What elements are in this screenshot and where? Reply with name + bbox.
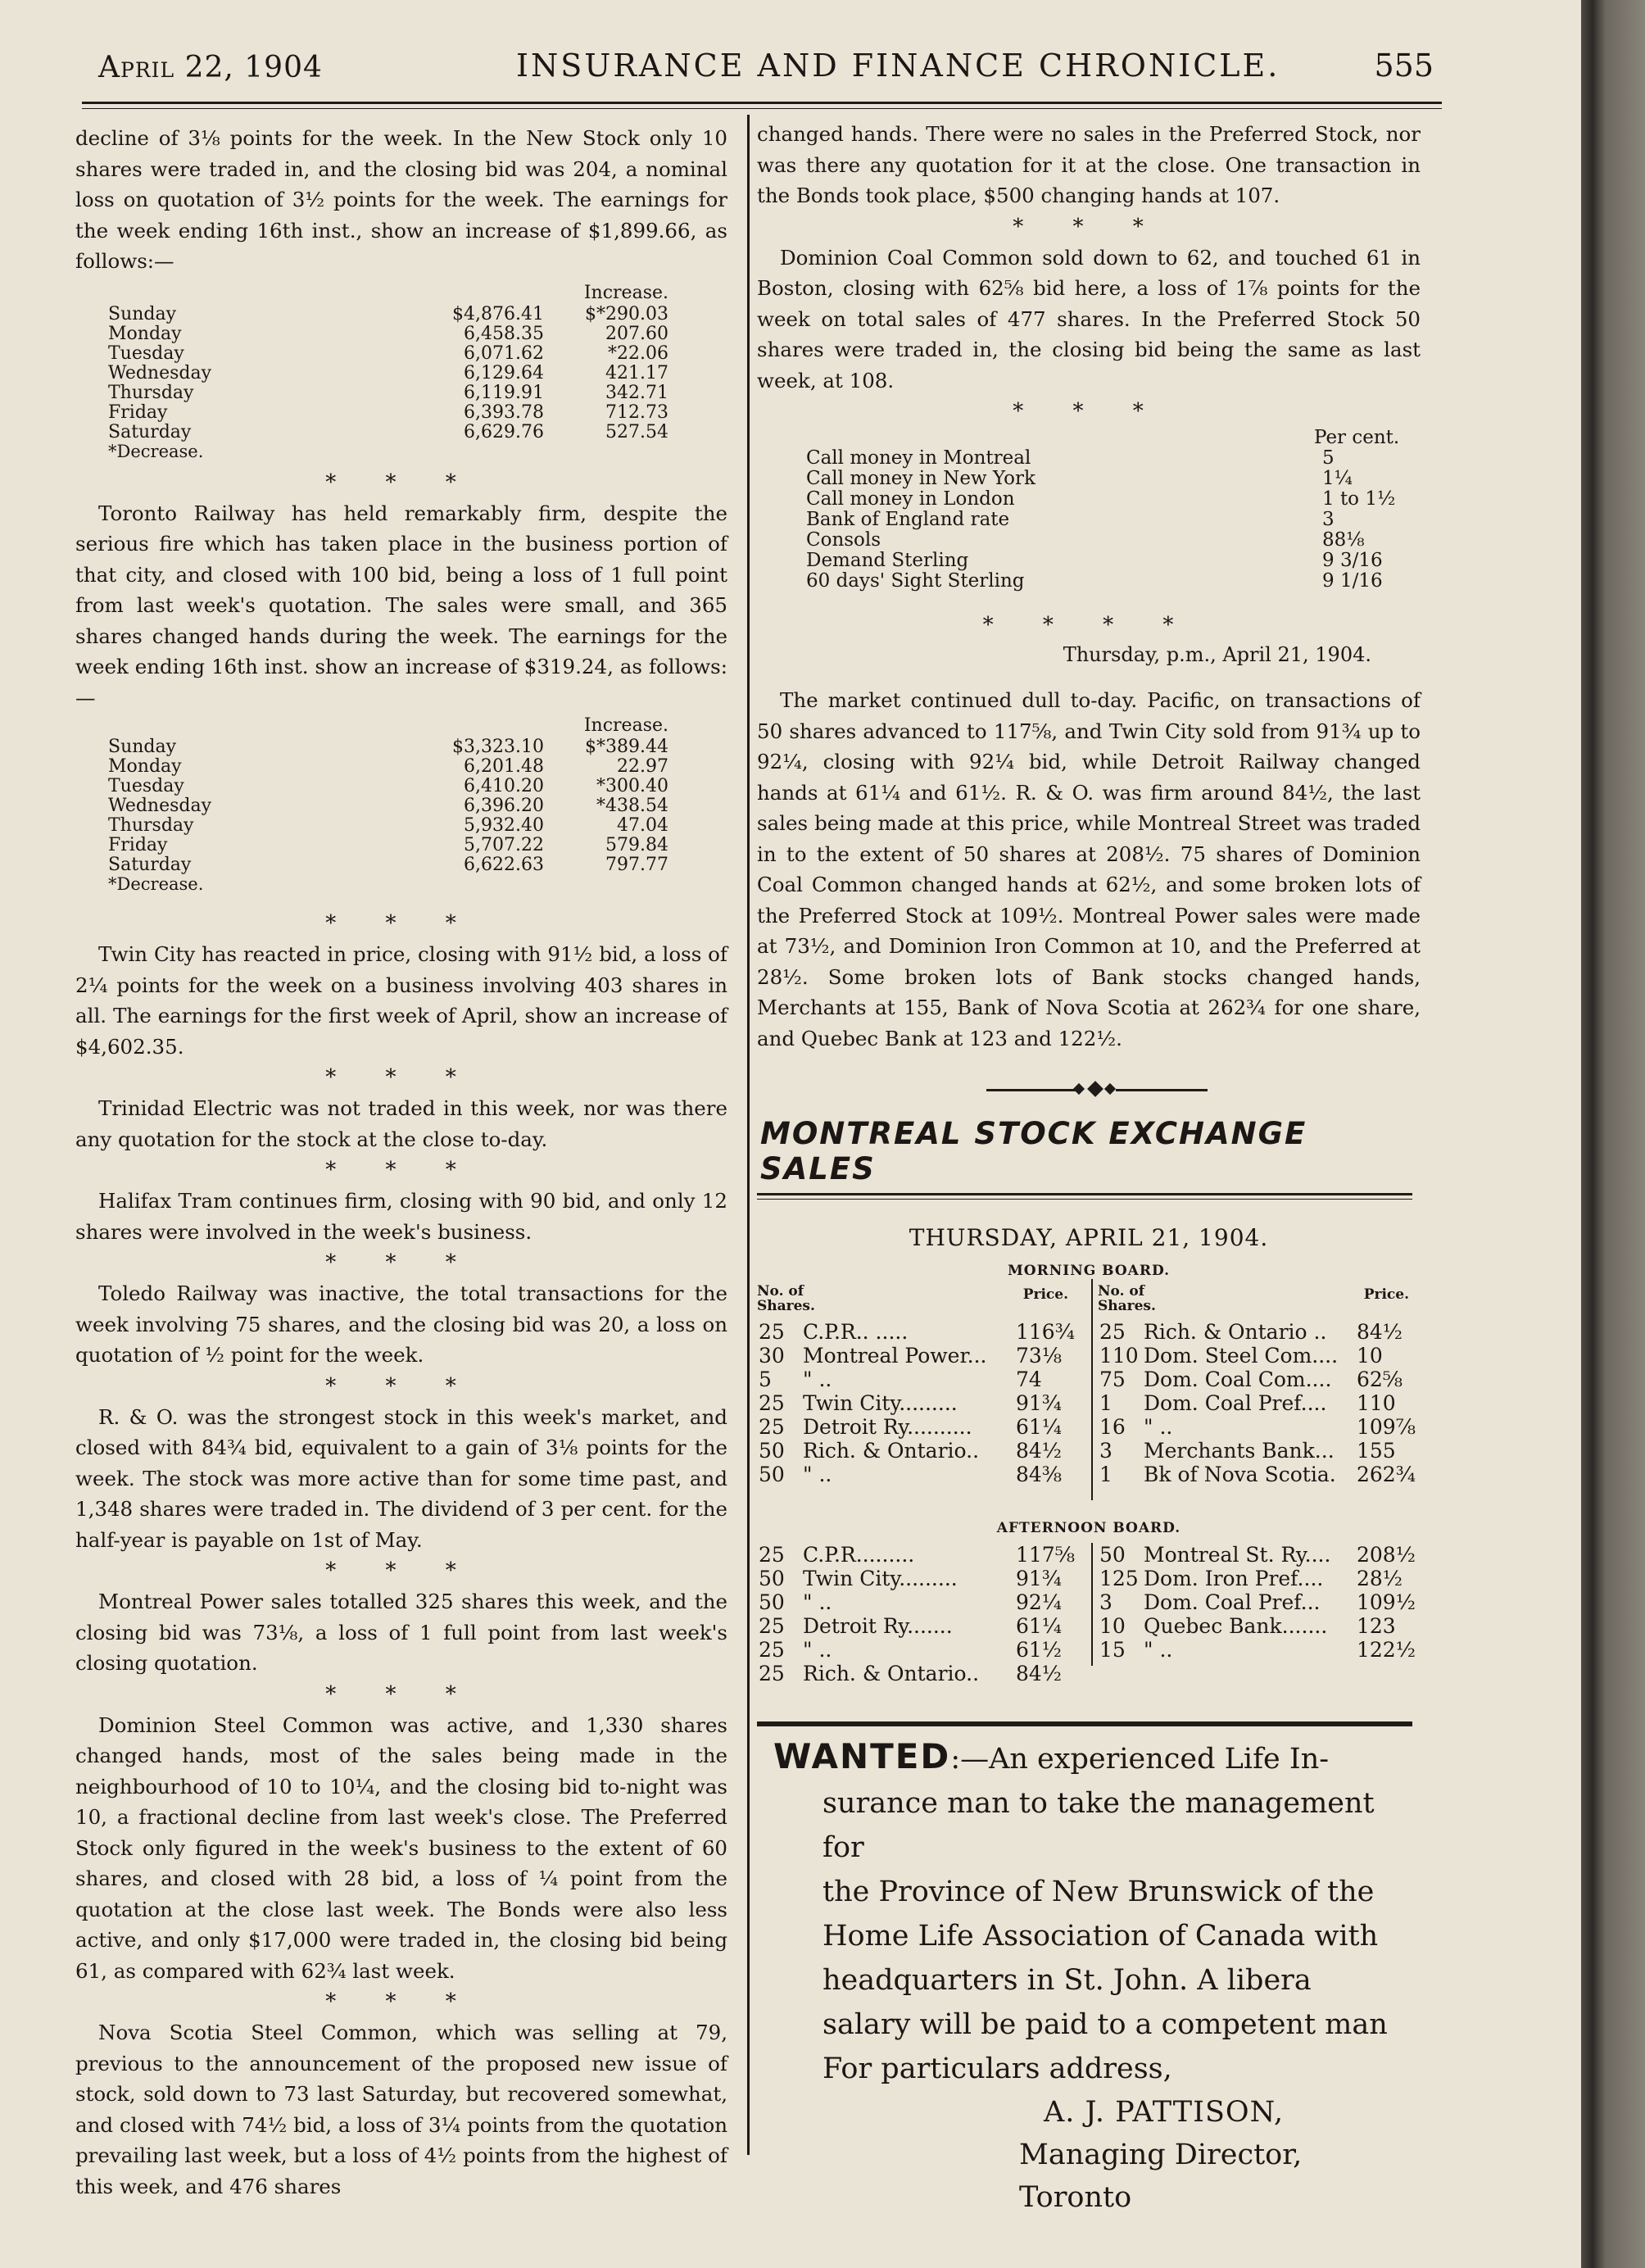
day-label: Wednesday bbox=[108, 796, 212, 816]
stock-name: Twin City......... bbox=[803, 1391, 958, 1415]
morning-right bbox=[1098, 1279, 1425, 1486]
afternoon-board-label: AFTERNOON BOARD. bbox=[996, 1520, 1181, 1536]
share-count: 16 bbox=[1099, 1415, 1126, 1439]
wanted-line: Home Life Association of Canada with bbox=[822, 1920, 1379, 1953]
paragraph-montreal-street: decline of 3⅛ points for the week. In the New Stock only 10 shares were traded in, and the closing bid was 204, a nominal loss on quotation of 3½ points for the week. The earnings for the week ending 16th inst., show an increase of $1,899.66, as follows:— bbox=[75, 126, 727, 273]
paragraph-toronto-railway: Toronto Railway has held remarkably firm, despite the serious fire which has taken place in the business portion of that city, and closed with 100 bid, being a loss of 1 full point from last week's quotation. The sales were small, and 365 shares changed hands during the week. The earnings for the week ending 16th inst. show an increase of $319.24, as follows:— bbox=[75, 501, 727, 710]
earnings-amount: 5,932.40 bbox=[464, 815, 544, 836]
header-rule-thin bbox=[82, 108, 1442, 109]
stock-name: Montreal St. Ry.... bbox=[1144, 1543, 1331, 1567]
paragraph-toledo-railway: Toledo Railway was inactive, the total transactions for the week involving 75 shares, and the closing bid was 20, a loss on quotation of ½ point for the week. bbox=[75, 1281, 727, 1367]
sale-row bbox=[757, 1463, 1085, 1486]
section-stars: * * * bbox=[325, 1373, 478, 1399]
stock-name: Detroit Ry....... bbox=[803, 1614, 953, 1638]
earnings-row bbox=[108, 344, 668, 364]
rate-value: 9 1/16 bbox=[1322, 570, 1383, 592]
sales-date: THURSDAY, APRIL 21, 1904. bbox=[909, 1224, 1269, 1251]
share-count: 3 bbox=[1099, 1590, 1113, 1614]
sale-row bbox=[1098, 1344, 1425, 1368]
sale-row bbox=[757, 1439, 1085, 1463]
earnings-row bbox=[108, 737, 668, 757]
exchange-sales-title: MONTREAL STOCK EXCHANGE SALES bbox=[760, 1116, 1307, 1186]
publication-title: INSURANCE AND FINANCE CHRONICLE. bbox=[516, 48, 1280, 84]
right-column bbox=[757, 119, 1421, 2219]
earnings-increase: 712.73 bbox=[605, 401, 668, 423]
share-count: 50 bbox=[759, 1439, 785, 1463]
earnings-row bbox=[108, 403, 668, 423]
wanted-line: For particulars address, bbox=[822, 2053, 1172, 2085]
share-count: 50 bbox=[759, 1463, 785, 1486]
rate-value: 1 to 1½ bbox=[1322, 488, 1396, 510]
signatory-name: A. J. PATTISON, bbox=[1044, 2096, 1285, 2129]
sale-row bbox=[757, 1614, 1085, 1638]
sale-row bbox=[757, 1590, 1085, 1614]
board-divider bbox=[1091, 1543, 1093, 1666]
stock-name: " .. bbox=[1144, 1415, 1173, 1439]
stock-name: Detroit Ry.......... bbox=[803, 1415, 972, 1439]
section-stars: * * * * bbox=[982, 613, 1195, 637]
sale-price: 155 bbox=[1357, 1439, 1396, 1463]
sale-row bbox=[757, 1543, 1085, 1567]
sale-price: 262¾ bbox=[1357, 1463, 1416, 1486]
earnings-increase: 797.77 bbox=[605, 855, 668, 875]
earnings-table-montreal-street bbox=[108, 284, 668, 442]
earnings-amount: 6,410.20 bbox=[464, 776, 544, 796]
wanted-line: the Province of New Brunswick of the bbox=[822, 1876, 1375, 1908]
wanted-line: headquarters in St. John. A libera bbox=[822, 1964, 1312, 1997]
sale-price: 117⅝ bbox=[1016, 1543, 1075, 1567]
sale-row bbox=[1098, 1590, 1425, 1614]
sale-price: 91¾ bbox=[1016, 1391, 1063, 1415]
rate-value: 5 bbox=[1322, 447, 1335, 469]
stock-name: Dom. Steel Com.... bbox=[1144, 1344, 1339, 1368]
sale-row bbox=[1098, 1439, 1425, 1463]
sale-price: 122½ bbox=[1357, 1638, 1416, 1662]
day-label: Sunday bbox=[108, 737, 177, 757]
sale-row bbox=[757, 1368, 1085, 1391]
price-header: Price. bbox=[1363, 1286, 1409, 1303]
rate-label: Call money in New York bbox=[806, 468, 1035, 489]
rate-row bbox=[806, 571, 1395, 592]
day-label: Sunday bbox=[108, 303, 177, 324]
share-count: 25 bbox=[759, 1391, 785, 1415]
share-count: 25 bbox=[759, 1662, 785, 1685]
rate-value: 1¼ bbox=[1322, 468, 1353, 489]
earnings-amount: 6,393.78 bbox=[464, 401, 544, 423]
earnings-increase: 579.84 bbox=[605, 835, 668, 855]
share-count: 50 bbox=[759, 1567, 785, 1590]
stock-name: Rich. & Ontario.. bbox=[803, 1439, 980, 1463]
section-stars: * * * bbox=[325, 1989, 478, 2014]
stock-name: Dom. Coal Com.... bbox=[1144, 1368, 1332, 1391]
stock-name: Quebec Bank....... bbox=[1144, 1614, 1328, 1638]
paragraph-nova-scotia-steel: Nova Scotia Steel Common, which was selling at 79, previous to the announcement of the proposed new issue of stock, sold down to 73 last Saturday, but recovered somewhat, and closed with 74½ bid, a loss of 3¼ points from the quotation prevailing last week, but a loss of 4½ points from the highest of this week, and 476 shares bbox=[75, 2021, 727, 2198]
section-stars: * * * bbox=[325, 911, 478, 936]
wanted-line: salary will be paid to a competent man bbox=[822, 2008, 1388, 2041]
sale-row bbox=[1098, 1638, 1425, 1662]
ornament-diamond bbox=[1087, 1081, 1103, 1097]
rate-row bbox=[806, 489, 1395, 510]
afternoon-board-table bbox=[757, 1543, 1416, 1699]
sale-row bbox=[1098, 1415, 1425, 1439]
earnings-row bbox=[108, 305, 668, 324]
earnings-increase: 421.17 bbox=[605, 362, 668, 383]
morning-board-label: MORNING BOARD. bbox=[1007, 1263, 1171, 1279]
sale-row bbox=[1098, 1543, 1425, 1567]
decrease-note: *Decrease. bbox=[108, 441, 204, 461]
sale-price: 109½ bbox=[1357, 1590, 1416, 1614]
earnings-increase: 22.97 bbox=[617, 756, 668, 777]
section-stars: * * * bbox=[325, 469, 478, 495]
increase-header: Increase. bbox=[583, 282, 668, 303]
column-divider bbox=[747, 115, 750, 2155]
paragraph-montreal-power: Montreal Power sales totalled 325 shares this week, and the closing bid was 73⅛, a loss of 1 full point from last week's closing quotation. bbox=[75, 1590, 727, 1675]
earnings-amount: 6,129.64 bbox=[464, 362, 544, 383]
day-label: Tuesday bbox=[108, 776, 184, 796]
money-rates-table bbox=[806, 448, 1395, 592]
sale-row bbox=[1098, 1567, 1425, 1590]
stock-name: C.P.R......... bbox=[803, 1543, 915, 1567]
wanted-body bbox=[773, 1735, 1396, 2091]
rate-label: Call money in Montreal bbox=[806, 447, 1031, 469]
sale-price: 61½ bbox=[1016, 1638, 1063, 1662]
paragraph-nova-scotia-continued: changed hands. There were no sales in the Preferred Stock, nor was there any quotation for it at the close. One transaction in the Bonds took place, $500 changing hands at 107. bbox=[757, 122, 1421, 207]
earnings-increase: *438.54 bbox=[596, 796, 668, 816]
afternoon-left bbox=[757, 1543, 1085, 1685]
section-stars: * * * bbox=[325, 1681, 478, 1707]
rate-label: Consols bbox=[806, 529, 881, 551]
stock-name: Rich. & Ontario .. bbox=[1144, 1320, 1327, 1344]
sale-row bbox=[757, 1320, 1085, 1344]
earnings-amount: $4,876.41 bbox=[452, 303, 544, 324]
earnings-increase: 207.60 bbox=[605, 323, 668, 344]
earnings-table-toronto-railway bbox=[108, 716, 668, 875]
morning-board-table bbox=[757, 1279, 1416, 1508]
sale-price: 84½ bbox=[1016, 1662, 1063, 1685]
stock-name: " .. bbox=[803, 1463, 832, 1486]
table-header bbox=[757, 1279, 1085, 1320]
section-stars: * * * bbox=[325, 1558, 478, 1583]
earnings-increase: 342.71 bbox=[605, 382, 668, 403]
paragraph-dominion-steel: Dominion Steel Common was active, and 1,330 shares changed hands, most of the sales being made in the neighbourhood of 10 to 10¼, and the closing bid to-night was 10, a fractional decline from last week's close. The Preferred Stock only figured in the week's business to the extent of 60 shares, and closed with 28 bid, a loss of ¼ point from the quotation at the close last week. The Bonds were also less active, and only $17,000 were traded in, the closing bid being 61, as compared with 62¾ last week. bbox=[75, 1712, 727, 1983]
share-count: 30 bbox=[759, 1344, 785, 1368]
sale-price: 28½ bbox=[1357, 1567, 1403, 1590]
earnings-rows bbox=[108, 305, 668, 442]
earnings-increase: $*290.03 bbox=[585, 303, 668, 324]
stock-name: Merchants Bank... bbox=[1144, 1439, 1335, 1463]
earnings-increase: 47.04 bbox=[617, 815, 668, 836]
increase-header: Increase. bbox=[583, 715, 668, 736]
sale-price: 74 bbox=[1016, 1368, 1042, 1391]
sale-row bbox=[757, 1662, 1085, 1685]
running-head bbox=[82, 43, 1442, 92]
day-label: Thursday bbox=[108, 382, 194, 403]
stock-name: Dom. Coal Pref.... bbox=[1144, 1391, 1327, 1415]
stock-name: Rich. & Ontario.. bbox=[803, 1662, 980, 1685]
share-count: 1 bbox=[1099, 1391, 1113, 1415]
earnings-row bbox=[108, 364, 668, 383]
paragraph-market-summary: The market continued dull to-day. Pacific, on transactions of 50 shares advanced to 117⅝, and Twin City sold from 91¾ up to 92¼, closing with 92¼ bid, while Detroit Railway changed hands at 61¼ and 61½. R. & O. was firm around 84½, the last sales being made at this price, while Montreal Street was traded in to the extent of 50 shares at 208½. 75 shares of Dominion Coal Common changed hands at 62½, and some broken lots of the Preferred Stock at 109½. Montreal Power sales were made at 73½, and Dominion Iron Common at 10, and the Preferred at 28½. Some broken lots of Bank stocks changed hands, Merchants at 155, Bank of Nova Scotia at 262¾ for one share, and Quebec Bank at 123 and 122½. bbox=[757, 688, 1421, 1050]
stock-name: " .. bbox=[803, 1368, 832, 1391]
paragraph-r-and-o: R. & O. was the strongest stock in this week's market, and closed with 84¾ bid, equivalent to a gain of 3⅛ points for the week. The stock was more active than for some time past, and 1,348 shares were traded in. The dividend of 3 per cent. for the half-year is payable on 1st of May. bbox=[75, 1404, 727, 1552]
wanted-line: surance man to take the management for bbox=[822, 1787, 1375, 1864]
section-stars: * * * bbox=[1013, 214, 1165, 239]
wanted-line: :—An experienced Life In- bbox=[950, 1743, 1330, 1776]
earnings-amount: 6,396.20 bbox=[464, 796, 544, 816]
market-dateline: Thursday, p.m., April 21, 1904. bbox=[1063, 643, 1371, 666]
day-label: Saturday bbox=[108, 421, 192, 442]
stock-name: Dom. Iron Pref.... bbox=[1144, 1567, 1324, 1590]
sale-price: 116¾ bbox=[1016, 1320, 1075, 1344]
header-rule bbox=[82, 102, 1442, 104]
day-label: Tuesday bbox=[108, 342, 184, 364]
earnings-amount: 6,622.63 bbox=[464, 855, 544, 875]
paragraph-twin-city: Twin City has reacted in price, closing with 91½ bid, a loss of 2¼ points for the week on a business involving 403 shares in all. The earnings for the first week of April, show an increase of $4,602.35. bbox=[75, 942, 727, 1059]
section-stars: * * * bbox=[1013, 399, 1165, 424]
rates-header: Per cent. bbox=[1314, 427, 1400, 448]
share-count: 25 bbox=[759, 1415, 785, 1439]
earnings-amount: 6,458.35 bbox=[464, 323, 544, 344]
earnings-row bbox=[108, 855, 668, 875]
rate-row bbox=[806, 448, 1395, 469]
ornament-diamond bbox=[1104, 1083, 1116, 1095]
sale-price: 61¼ bbox=[1016, 1415, 1063, 1439]
rate-row bbox=[806, 469, 1395, 489]
sale-row bbox=[1098, 1391, 1425, 1415]
title-rule bbox=[757, 1193, 1412, 1195]
share-count: 25 bbox=[1099, 1320, 1126, 1344]
day-label: Saturday bbox=[108, 855, 192, 875]
rate-row bbox=[806, 510, 1395, 530]
share-count: 75 bbox=[1099, 1368, 1126, 1391]
sale-price: 10 bbox=[1357, 1344, 1383, 1368]
earnings-row bbox=[108, 324, 668, 344]
rate-row bbox=[806, 530, 1395, 551]
earnings-row bbox=[108, 816, 668, 836]
afternoon-right bbox=[1098, 1543, 1425, 1662]
earnings-row bbox=[108, 423, 668, 442]
day-label: Friday bbox=[108, 835, 168, 855]
earnings-row bbox=[108, 757, 668, 777]
share-count: 25 bbox=[759, 1543, 785, 1567]
earnings-increase: $*389.44 bbox=[585, 737, 668, 757]
sale-row bbox=[757, 1567, 1085, 1590]
paragraph-dominion-coal: Dominion Coal Common sold down to 62, and touched 61 in Boston, closing with 62⅝ bid here, a loss of 1⅞ points for the week on total sales of 477 shares. In the Preferred Stock 50 shares were traded in, the closing bid being the same as last week, at 108. bbox=[757, 245, 1421, 392]
stock-name: " .. bbox=[803, 1638, 832, 1662]
shares-header: No. of Shares. bbox=[1098, 1283, 1156, 1314]
sale-price: 123 bbox=[1357, 1614, 1396, 1638]
sale-price: 84½ bbox=[1016, 1439, 1063, 1463]
share-count: 25 bbox=[759, 1614, 785, 1638]
share-count: 5 bbox=[759, 1368, 772, 1391]
rate-label: Call money in London bbox=[806, 488, 1015, 510]
board-divider bbox=[1091, 1279, 1093, 1500]
section-stars: * * * bbox=[325, 1065, 478, 1090]
share-count: 25 bbox=[759, 1638, 785, 1662]
earnings-rows bbox=[108, 737, 668, 875]
earnings-amount: 6,071.62 bbox=[464, 342, 544, 364]
paragraph-trinidad-electric: Trinidad Electric was not traded in this week, nor was there any quotation for the stock at the close to-day. bbox=[75, 1096, 727, 1151]
stock-name: Twin City......... bbox=[803, 1567, 958, 1590]
share-count: 3 bbox=[1099, 1439, 1113, 1463]
sale-price: 92¼ bbox=[1016, 1590, 1063, 1614]
signatory-role: Managing Director, Toronto bbox=[1019, 2139, 1303, 2214]
stock-name: " .. bbox=[803, 1590, 832, 1614]
sale-row bbox=[757, 1344, 1085, 1368]
sale-row bbox=[757, 1391, 1085, 1415]
sale-row bbox=[757, 1638, 1085, 1662]
ornament-line-left bbox=[986, 1089, 1078, 1091]
earnings-increase: *22.06 bbox=[608, 342, 668, 364]
earnings-amount: 5,707.22 bbox=[464, 835, 544, 855]
stock-name: Bk of Nova Scotia. bbox=[1144, 1463, 1336, 1486]
earnings-row bbox=[108, 796, 668, 816]
sale-price: 61¼ bbox=[1016, 1614, 1063, 1638]
advert-rule bbox=[757, 1721, 1412, 1726]
stock-name: Dom. Coal Pref... bbox=[1144, 1590, 1321, 1614]
share-count: 25 bbox=[759, 1320, 785, 1344]
earnings-increase: *300.40 bbox=[596, 776, 668, 796]
earnings-increase: 527.54 bbox=[605, 421, 668, 442]
earnings-amount: 6,201.48 bbox=[464, 756, 544, 777]
decrease-note: *Decrease. bbox=[108, 874, 204, 894]
price-header: Price. bbox=[1022, 1286, 1068, 1303]
sale-price: 109⅞ bbox=[1357, 1415, 1416, 1439]
rates-rows bbox=[806, 448, 1395, 592]
share-count: 50 bbox=[759, 1590, 785, 1614]
sale-row bbox=[1098, 1320, 1425, 1344]
day-label: Monday bbox=[108, 323, 182, 344]
left-column bbox=[75, 123, 727, 2202]
earnings-amount: 6,119.91 bbox=[464, 382, 544, 403]
day-label: Wednesday bbox=[108, 362, 212, 383]
paragraph-halifax-tram: Halifax Tram continues firm, closing with 90 bid, and only 12 shares were involved in the week's business. bbox=[75, 1189, 727, 1244]
rate-label: Demand Sterling bbox=[806, 550, 969, 571]
binding-edge bbox=[1581, 0, 1645, 2268]
sale-price: 62⅝ bbox=[1357, 1368, 1403, 1391]
header-date: April 22, 1904 bbox=[98, 51, 323, 84]
rate-value: 9 3/16 bbox=[1322, 550, 1383, 571]
earnings-row bbox=[108, 383, 668, 403]
sale-price: 91¾ bbox=[1016, 1567, 1063, 1590]
shares-header: No. of Shares. bbox=[757, 1283, 815, 1314]
title-rule-thin bbox=[757, 1199, 1412, 1200]
table-header bbox=[1098, 1279, 1425, 1320]
share-count: 50 bbox=[1099, 1543, 1126, 1567]
wanted-heading: WANTED bbox=[773, 1736, 951, 1776]
share-count: 125 bbox=[1099, 1567, 1139, 1590]
wanted-advertisement bbox=[773, 1735, 1396, 2219]
rate-value: 88⅛ bbox=[1322, 529, 1365, 551]
advert-signature bbox=[773, 2091, 1396, 2219]
sale-price: 84½ bbox=[1357, 1320, 1403, 1344]
share-count: 1 bbox=[1099, 1463, 1113, 1486]
stock-name: " .. bbox=[1144, 1638, 1173, 1662]
stock-name: C.P.R.. ..... bbox=[803, 1320, 909, 1344]
page-number: 555 bbox=[1374, 48, 1434, 84]
sale-row bbox=[1098, 1463, 1425, 1486]
earnings-row bbox=[108, 836, 668, 855]
earnings-amount: 6,629.76 bbox=[464, 421, 544, 442]
sale-row bbox=[757, 1415, 1085, 1439]
rate-label: Bank of England rate bbox=[806, 509, 1010, 530]
rate-row bbox=[806, 551, 1395, 571]
section-stars: * * * bbox=[325, 1158, 478, 1182]
day-label: Monday bbox=[108, 756, 182, 777]
ornament-diamond bbox=[1073, 1083, 1085, 1095]
share-count: 110 bbox=[1099, 1344, 1139, 1368]
share-count: 15 bbox=[1099, 1638, 1126, 1662]
sale-price: 73⅛ bbox=[1016, 1344, 1063, 1368]
sale-price: 84⅜ bbox=[1016, 1463, 1063, 1486]
sale-price: 110 bbox=[1357, 1391, 1396, 1415]
earnings-row bbox=[108, 777, 668, 796]
rate-label: 60 days' Sight Sterling bbox=[806, 570, 1025, 592]
sale-row bbox=[1098, 1368, 1425, 1391]
sale-price: 208½ bbox=[1357, 1543, 1416, 1567]
ornament-line-right bbox=[1116, 1089, 1208, 1091]
morning-left bbox=[757, 1279, 1085, 1486]
section-stars: * * * bbox=[325, 1250, 478, 1275]
earnings-amount: $3,323.10 bbox=[452, 737, 544, 757]
share-count: 10 bbox=[1099, 1614, 1126, 1638]
day-label: Thursday bbox=[108, 815, 194, 836]
rate-value: 3 bbox=[1322, 509, 1335, 530]
sale-row bbox=[1098, 1614, 1425, 1638]
day-label: Friday bbox=[108, 401, 168, 423]
ornament-rule bbox=[986, 1082, 1208, 1098]
stock-name: Montreal Power... bbox=[803, 1344, 987, 1368]
